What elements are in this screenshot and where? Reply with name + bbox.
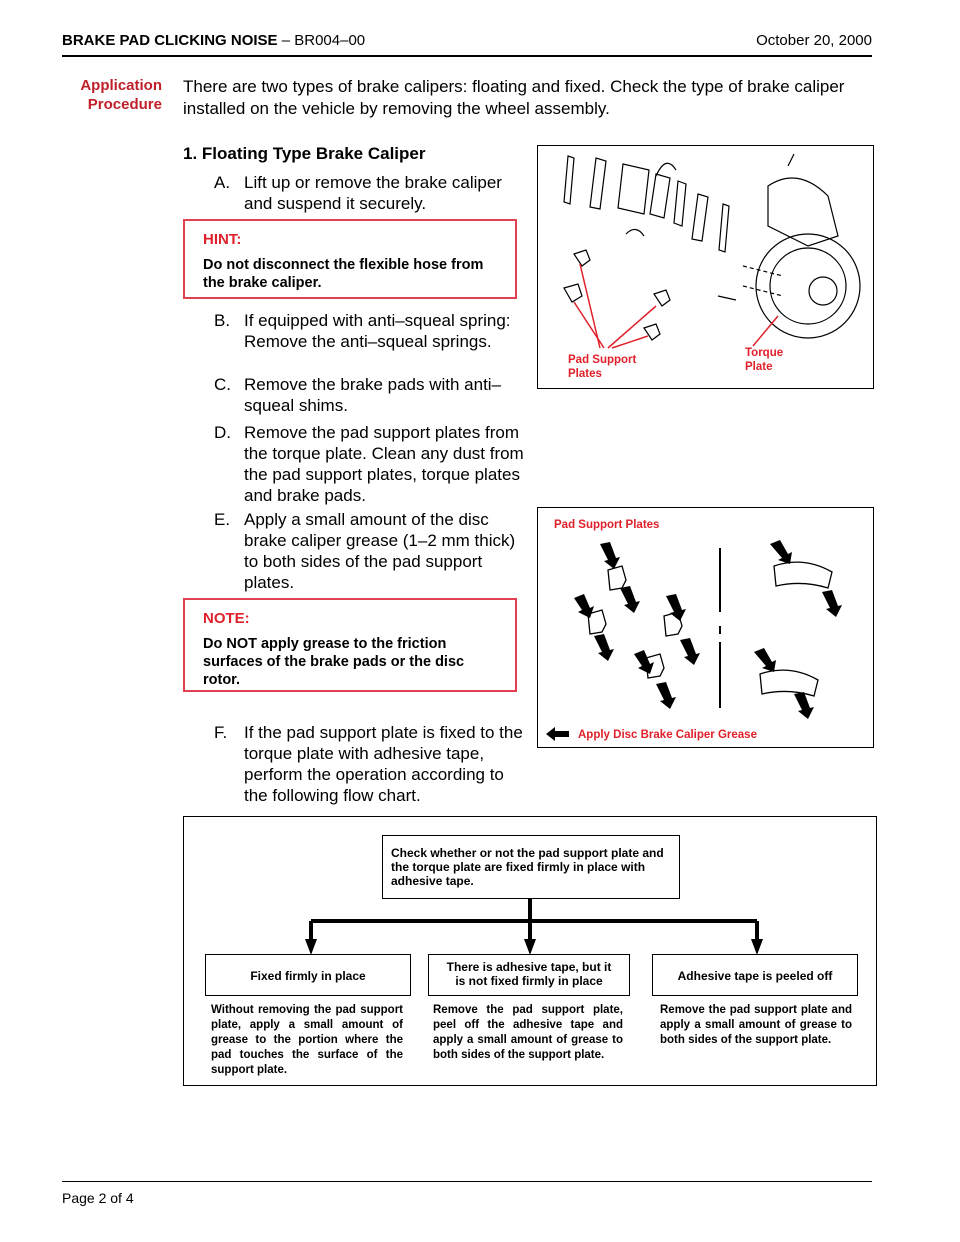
grease-legend: Apply Disc Brake Caliper Grease bbox=[578, 729, 757, 741]
footer-rule bbox=[62, 1181, 872, 1182]
step-letter: D. bbox=[214, 423, 231, 442]
side-label-line2: Procedure bbox=[87, 96, 162, 113]
section-title: 1. Floating Type Brake Caliper bbox=[183, 144, 426, 163]
intro-paragraph: There are two types of brake calipers: floating and fixed. Check the type of brake caliper installed on the vehicle by removing the wheel assembly. bbox=[183, 77, 845, 118]
step-text: If equipped with anti–squeal spring: Remove the anti–squeal springs. bbox=[244, 311, 511, 351]
step-letter: C. bbox=[214, 375, 231, 394]
doc-title: BRAKE PAD CLICKING NOISE bbox=[62, 32, 278, 49]
doc-date: October 20, 2000 bbox=[756, 32, 872, 49]
flow-desc-fixed: Without removing the pad support plate, apply a small amount of grease to the portion where the pad touches the surface of the support plate. bbox=[211, 1004, 403, 1076]
label-torque-plate bbox=[745, 346, 783, 374]
doc-code: – BR004–00 bbox=[277, 32, 366, 49]
step-text: Lift up or remove the brake caliper and suspend it securely. bbox=[244, 173, 502, 213]
flow-option-fixed: Fixed firmly in place bbox=[205, 954, 411, 996]
flow-option-peeled: Adhesive tape is peeled off bbox=[652, 954, 858, 996]
hint-heading: HINT: bbox=[203, 231, 242, 248]
label-line: Torque bbox=[745, 347, 784, 359]
step-text: Apply a small amount of the disc brake caliper grease (1–2 mm thick) to both sides of the pad support plates. bbox=[244, 510, 516, 592]
hint-box bbox=[183, 219, 517, 299]
step-b bbox=[214, 310, 524, 352]
grease-illustration bbox=[538, 508, 872, 746]
step-c bbox=[214, 374, 524, 416]
note-box bbox=[183, 598, 517, 692]
hint-body: Do not disconnect the flexible hose from the brake caliper. bbox=[203, 257, 484, 291]
label-line: Pad Support bbox=[568, 354, 637, 366]
note-heading: NOTE: bbox=[203, 610, 250, 627]
section-side-label bbox=[80, 76, 162, 114]
step-d bbox=[214, 422, 524, 506]
figure-grease-application bbox=[537, 507, 874, 748]
flow-option-tape-loose: There is adhesive tape, but it is not fixed firmly in place bbox=[428, 954, 630, 996]
figure-caliper-exploded bbox=[537, 145, 874, 389]
figure2-title: Pad Support Plates bbox=[554, 519, 660, 531]
step-letter: E. bbox=[214, 510, 231, 529]
step-a bbox=[214, 172, 524, 214]
step-f bbox=[214, 722, 524, 806]
header-rule bbox=[62, 55, 872, 57]
flow-desc-peeled: Remove the pad support plate and apply a small amount of grease to both sides of the support plate. bbox=[660, 1004, 852, 1046]
step-letter: A. bbox=[214, 173, 231, 192]
label-line: Plate bbox=[745, 361, 773, 373]
flowchart bbox=[183, 816, 877, 1086]
note-body: Do NOT apply grease to the friction surfaces of the brake pads or the disc rotor. bbox=[203, 636, 465, 688]
step-e bbox=[214, 509, 524, 593]
step-text: Remove the pad support plates from the torque plate. Clean any dust from the pad support plates, torque plates and brake pads. bbox=[244, 423, 524, 505]
label-line: Plates bbox=[568, 368, 602, 380]
page-number: Page 2 of 4 bbox=[62, 1190, 134, 1206]
label-pad-support-plates bbox=[568, 353, 636, 381]
flow-desc-tape-loose: Remove the pad support plate, peel off the adhesive tape and apply a small amount of grease to both sides of the support plate. bbox=[433, 1004, 623, 1061]
step-letter: B. bbox=[214, 311, 231, 330]
side-label-line1: Application bbox=[80, 77, 162, 94]
step-text: If the pad support plate is fixed to the torque plate with adhesive tape, perform the operation according to the following flow chart. bbox=[244, 723, 523, 805]
caliper-illustration bbox=[538, 146, 872, 387]
page-header bbox=[62, 32, 872, 49]
flow-top-box: Check whether or not the pad support plate and the torque plate are fixed firmly in place with adhesive tape. bbox=[382, 835, 680, 899]
step-letter: F. bbox=[214, 723, 228, 742]
step-text: Remove the brake pads with anti–squeal shims. bbox=[244, 375, 502, 415]
